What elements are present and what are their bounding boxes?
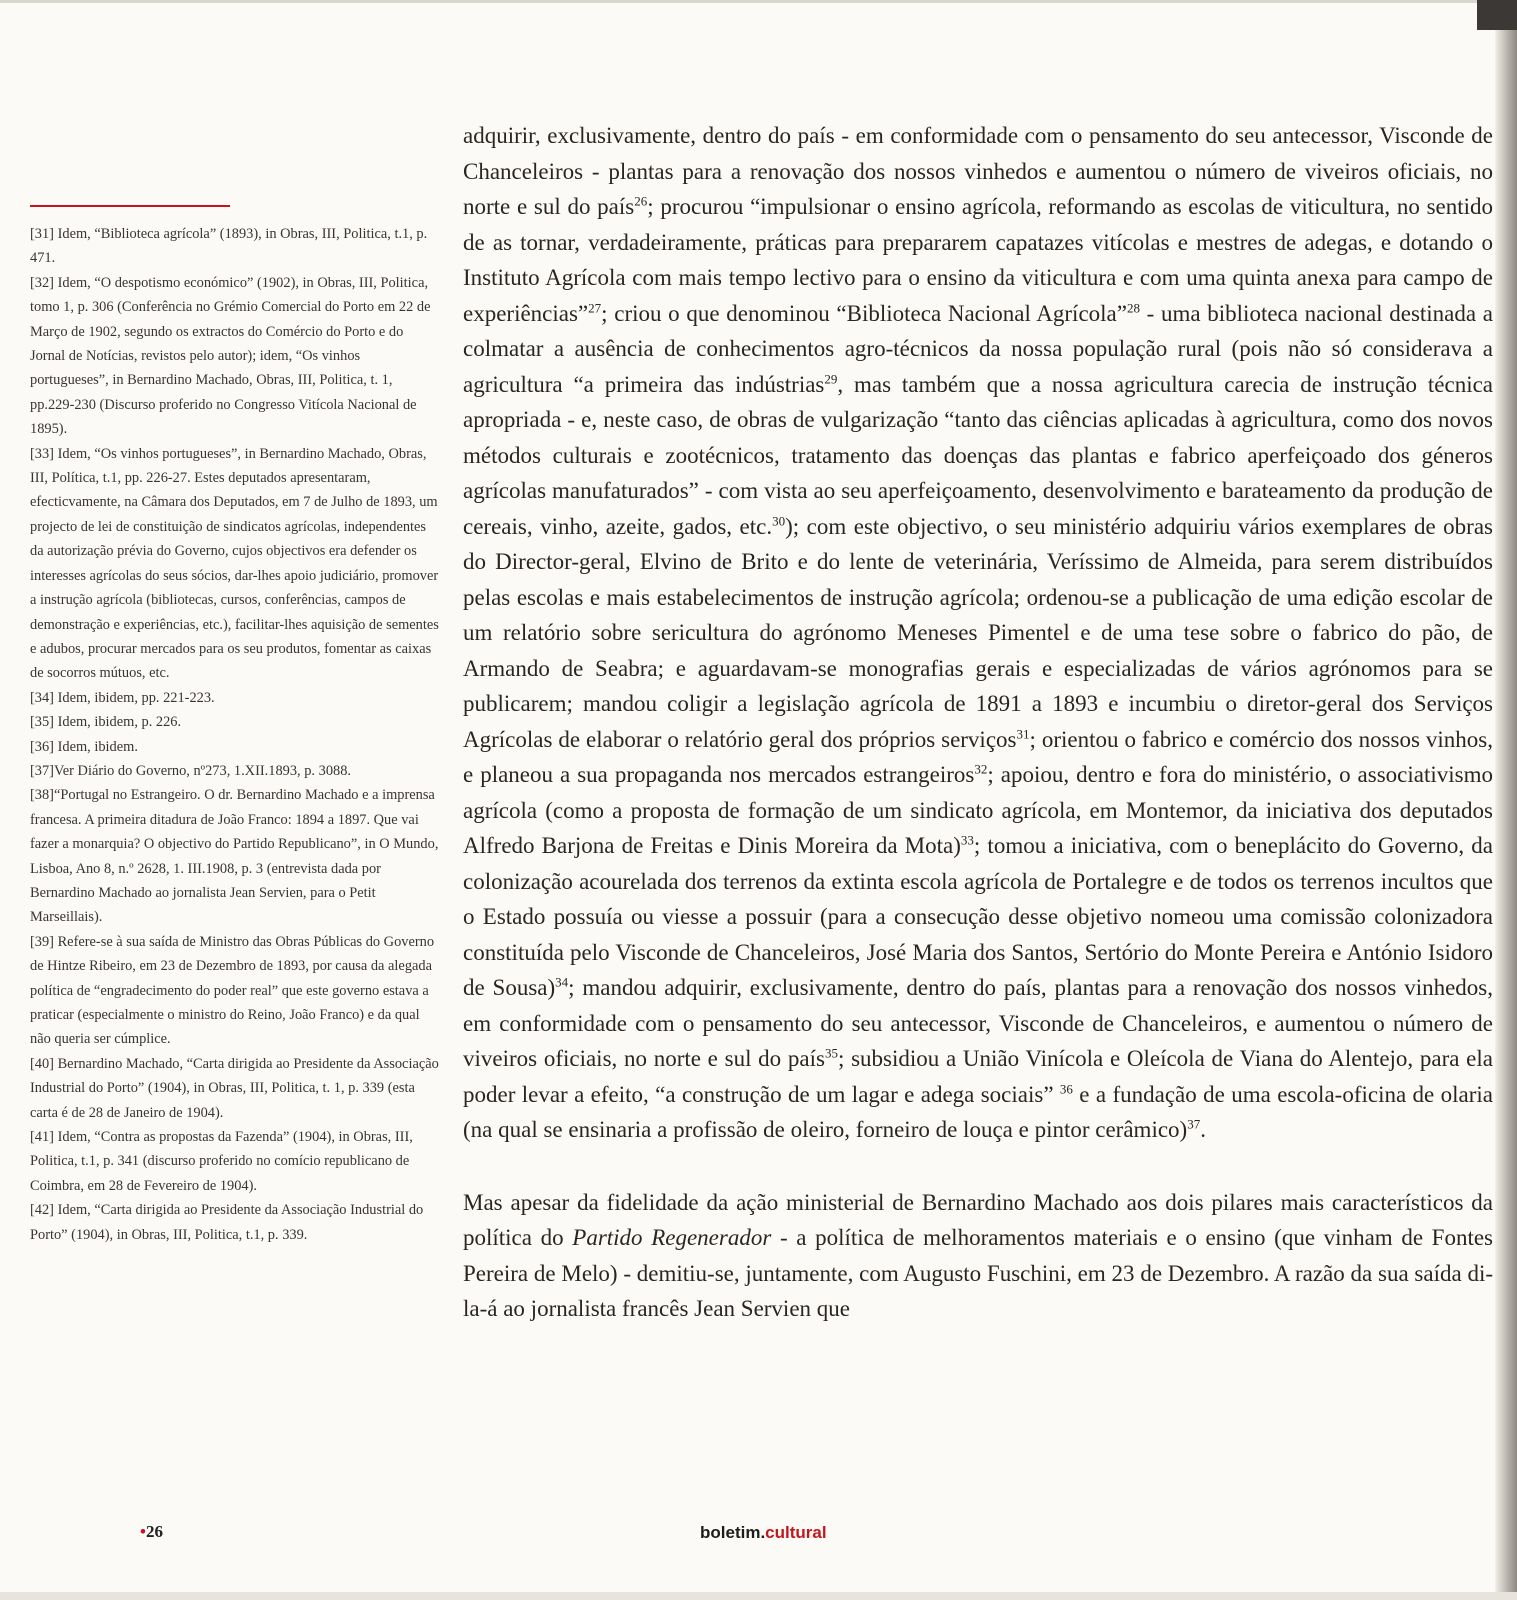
footnote-37: [37]Ver Diário do Governo, nº273, 1.XII.1893, p. 3088.	[30, 762, 352, 779]
footnotes-divider	[30, 205, 230, 207]
footnote-ref: 31	[1016, 725, 1030, 741]
footnote-ref: 33	[960, 832, 974, 848]
footnote-ref: 26	[634, 193, 648, 209]
party-name-italic: Partido Regenerador	[572, 1225, 772, 1250]
footnote-ref: 35	[824, 1045, 838, 1061]
page-binding-edge	[1495, 0, 1517, 1600]
footnote-36: [36] Idem, ibidem.	[30, 738, 138, 755]
footnote-ref: 27	[588, 299, 602, 315]
footnote-40: [40] Bernardino Machado, “Carta dirigida ao Presidente da Associação Industrial do Porto” (1904), in Obras, III, Politica, t. 1, p. 339 (esta carta é de 28 de Janeiro de 1904).	[30, 1055, 439, 1121]
page-number: •26	[140, 1522, 163, 1541]
footnote-31: [31] Idem, “Biblioteca agrícola” (1893), in Obras, III, Politica, t.1, p. 471.	[30, 226, 428, 267]
footnote-41: [41] Idem, “Contra as propostas da Fazenda” (1904), in Obras, III, Politica, t.1, p. 341 (discurso proferido no comício republicano de Coimbra, em 28 de Fevereiro de 1904).	[30, 1129, 413, 1194]
footnote-35: [35] Idem, ibidem, p. 226.	[30, 714, 182, 731]
footnote-34: [34] Idem, ibidem, pp. 221-223.	[30, 689, 215, 706]
footnote-ref: 28	[1126, 299, 1140, 315]
journal-logo: boletim.cultural	[700, 1523, 827, 1542]
footnote-ref: 34	[555, 974, 569, 990]
footnote-39: [39] Refere-se à sua saída de Ministro das Obras Públicas do Governo de Hintze Ribeiro, em 23 de Dezembro de 1893, por causa da alegada política de “engradecimento do poder real” que este governo estava a praticar (especialmente o ministro do Reino, João Franco) e da qual não queria ser cúmplice.	[30, 933, 435, 1048]
footnote-38: [38]“Portugal no Estrangeiro. O dr. Bernardino Machado e a imprensa francesa. A primeira ditadura de João Franco: 1894 a 1897. Que vai fazer a monarquia? O objectivo do Partido Republicano”, in O Mundo, Lisboa, Ano 8, n.º 2628, 1. III.1908, p. 3 (entrevista dada por Bernardino Machado ao jornalista Jean Servien, para o Petit Marseillais).	[30, 787, 439, 926]
scan-corner-shadow	[1477, 0, 1517, 30]
main-text-column	[463, 118, 1493, 1327]
body-paragraph-1: adquirir, exclusivamente, dentro do país - em conformidade com o pensamento do seu antecessor, Visconde de Chanceleiros - plantas para a renovação dos nossos vinhedos e aumentou o número de viveiros oficiais, no norte e sul do país$^{26}$; procurou “impulsionar o ensino agrícola, reformando as escolas de viticultura, no sentido de as tornar, verdadeiramente, práticas para prepararem capatazes vitícolas e mestres de adegas, e dotando o Instituto Agrícola com mais tempo lectivo para o ensino da viticultura e com uma quinta anexa para campo de experiências”$^{27}$; criou o que denominou “Biblioteca Nacional Agrícola”$^{28}$ - uma biblioteca nacional destinada a colmatar a ausência de conhecimentos agro-técnicos da nossa população rural (pois não só considerava a agricultura “a primeira das indústrias$^{29}$, mas também que a nossa agricultura carecia de instrução técnica apropriada - e, neste caso, de obras de vulgarização “tanto das ciências aplicadas à agricultura, como dos novos métodos culturais e zootécnicos, tratamento das doenças das plantas e fabrico aperfeiçoado dos géneros agrícolas manufaturados” - com vista ao seu aperfeiçoamento, desenvolvimento e barateamento da produção de cereais, vinho, azeite, gados, etc.$^{30}$); com este objectivo, o seu ministério adquiriu vários exemplares de obras do Director-geral, Elvino de Brito e do lente de veterinária, Veríssimo de Almeida, para serem distribuídos pelas escolas e mais estabelecimentos de instrução agrícola; ordenou-se a publicação de uma edição escolar de um relatório sobre sericultura do agrónomo Meneses Pimentel e de uma tese sobre o fabrico do pão, de Armando de Seabra; e aguardavam-se monografias gerais e especializadas de vários agrónomos para se publicarem; mandou coligir a legislação agrícola de 1891 a 1893 e incumbiu o diretor-geral dos Serviços Agrícolas de elaborar o relatório geral dos próprios serviços$^{31}$; orientou o fabrico e comércio dos nossos vinhos, e planeou a sua propaganda nos mercados estrangeiros$^{32}$; apoiou, dentro e fora do ministério, o associativismo agrícola (como a proposta de formação de um sindicato agrícola, em Montemor, da iniciativa dos deputados Alfredo Barjona de Freitas e Dinis Moreira da Mota)$^{33}$; tomou a iniciativa, com o beneplácito do Governo, da colonização acourelada dos terrenos da extinta escola agrícola de Portalegre e de todos os terrenos incultos que o Estado possuía ou viesse a possuir (para a consecução desse objetivo nomeou uma comissão colonizadora constituída pelo Visconde de Chanceleiros, José Maria dos Santos, Sertório do Monte Pereira e António Isidoro de Sousa)$^{34}$; mandou adquirir, exclusivamente, dentro do país, plantas para a renovação dos nossos vinhedos, em conformidade com o pensamento do seu antecessor, Visconde de Chanceleiros, e aumentou o número de viveiros oficiais, no norte e sul do país$^{35}$; subsidiou a União Vinícola e Oleícola de Viana do Alentejo, para ela poder levar a efeito, “a construção de um lagar e adega sociais” $^{36}$ e a fundação de uma escola-oficina de olaria (na qual se ensinaria a profissão de oleiro, forneiro de louça e pintor cerâmico)$^{37}$.	[463, 123, 1494, 1142]
bottom-scan-edge	[0, 1592, 1517, 1600]
footnote-ref: 37	[1187, 1116, 1201, 1132]
footnotes-column	[30, 222, 440, 1247]
footnote-ref: 32	[974, 761, 988, 777]
footnote-33: [33] Idem, “Os vinhos portugueses”, in Bernardino Machado, Obras, III, Política, t.1, pp. 226-27. Estes deputados apresentaram, efecticvamente, na Câmara dos Deputados, em 7 de Julho de 1893, um projecto de lei de constituição de sindicatos agrícolas, independentes da autorização prévia do Governo, cujos objectivos era defender os interesses agrícolas do seus sócios, dar-lhes apoio judiciário, promover a instrução agrícola (bibliotecas, cursos, conferências, campos de demonstração e experiências, etc.), facilitar-lhes aquisição de sementes e adubos, procurar mercados para os seu produtos, fomentar as caixas de socorros mútuos, etc.	[30, 445, 439, 682]
top-scan-edge	[0, 0, 1517, 3]
footnote-ref: 30	[772, 512, 786, 528]
footnote-ref: 36	[1059, 1080, 1073, 1096]
footnote-32: [32] Idem, “O despotismo económico” (1902), in Obras, III, Politica, tomo 1, p. 306 (Conferência no Grémio Comercial do Porto em 22 de Março de 1902, segundo os extractos do Comércio do Porto e do Jornal de Notícias, revistos pelo autor); idem, “Os vinhos portugueses”, in Bernardino Machado, Obras, III, Politica, t. 1, pp.229-230 (Discurso proferido no Congresso Vitícola Nacional de 1895).	[30, 274, 431, 438]
footnote-42: [42] Idem, “Carta dirigida ao Presidente da Associação Industrial do Porto” (1904), in Obras, III, Politica, t.1, p. 339.	[30, 1202, 424, 1243]
body-paragraph-2: Mas apesar da fidelidade da ação ministerial de Bernardino Machado aos dois pilares mais característicos da política do Partido Regenerador - a política de melhoramentos materiais e o ensino (que vinham de Fontes Pereira de Melo) - demitiu-se, juntamente, com Augusto Fuschini, em 23 de Dezembro. A razão da sua saída di-la-á ao jornalista francês Jean Servien que	[463, 1189, 1494, 1321]
footnote-ref: 29	[824, 370, 838, 386]
